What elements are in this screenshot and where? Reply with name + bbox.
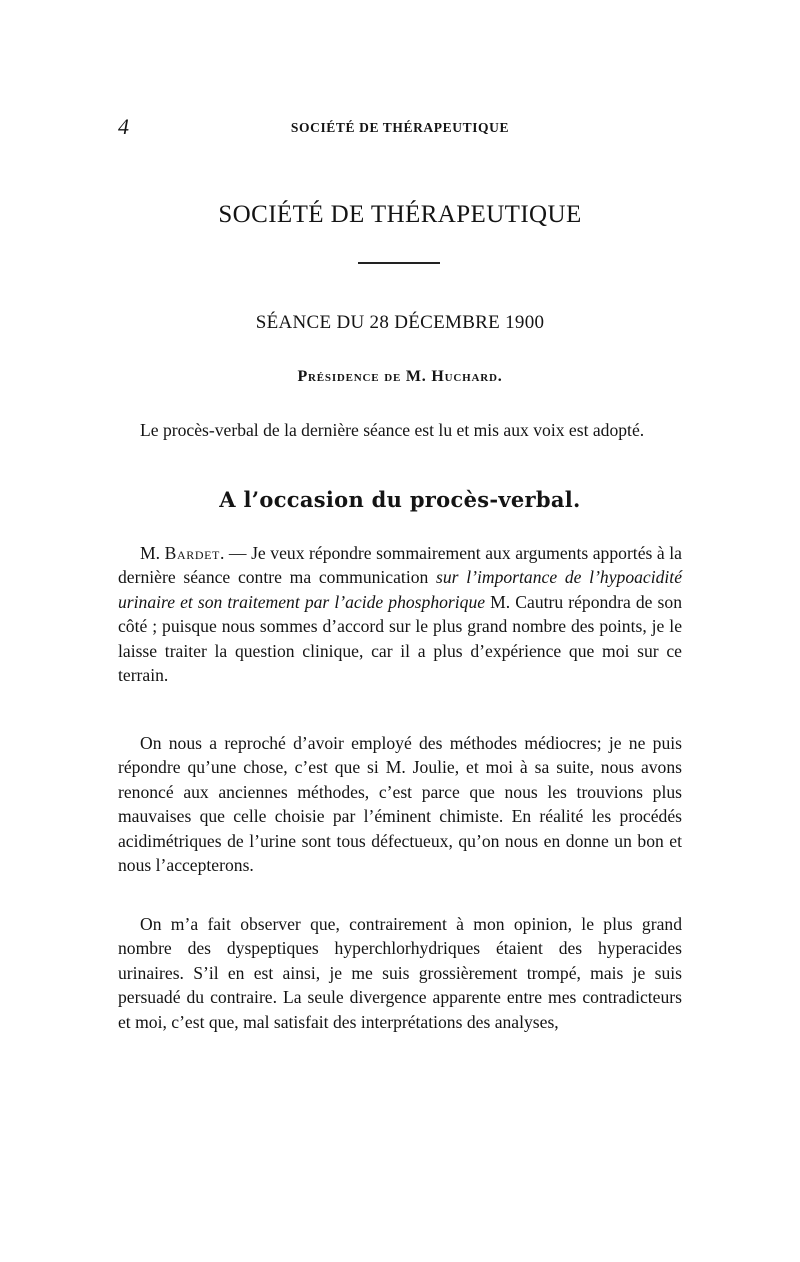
section-title: A l’occasion du procès-verbal. <box>219 487 581 512</box>
running-title: SOCIÉTÉ DE THÉRAPEUTIQUE <box>290 120 510 135</box>
paragraph-dyspeptics: On m’a fait observer que, contrairement à mon opinion, le plus grand nombre des dyspeptiques hyperchlorhydriques étaient des hyperacides urinaires. S’il en est ainsi, je me suis grossièrement trompé, mais je suis persuadé du contraire. La seule divergence apparente entre mes contradicteurs et moi, c’est que, mal satisfait des interprétations des analyses, <box>118 914 682 1032</box>
paragraph-lead: . — Je veux répondre sommairement aux arguments apportés à la dernière séance contre ma communication <box>118 543 682 588</box>
speaker-prefix: M. <box>140 543 165 563</box>
main-title: SOCIÉTÉ DE THÉRAPEUTIQUE <box>218 201 582 228</box>
paragraph-methods: On nous a reproché d’avoir employé des méthodes médiocres; je ne puis répondre qu’une chose, c’est que si M. Joulie, et moi à sa suite, nous avons renoncé aux anciennes méthodes, c’est parce que nous les trouvions plus mauvaises que celle choisie par l’éminent chimiste. En réalité les procédés acidimétriques de l’urine sont tous défectueux, qu’on nous en donne un bon et nous l’accepterons. <box>118 733 682 876</box>
communication-title: sur l’importance de l’hypoacidité urinaire et son traitement par l’acide phosphorique <box>118 567 682 612</box>
paragraph-rest: M. Cautru répondra de son côté ; puisque nous sommes d’accord sur le plus grand nombre des points, je le laisse traiter la question clinique, car il a plus d’expérience que moi sur ce terrain. <box>118 591 682 686</box>
presidency-line: Présidence de M. Huchard. <box>297 368 503 385</box>
paragraph-bardet <box>118 541 682 687</box>
title-divider <box>358 262 440 264</box>
speaker-name: Bardet <box>164 543 220 563</box>
intro-paragraph: Le procès-verbal de la dernière séance est lu et mis aux voix est adopté. <box>140 420 645 440</box>
running-head <box>118 116 682 138</box>
session-date: SÉANCE DU 28 DÉCEMBRE 1900 <box>255 312 545 333</box>
page-number: 4 <box>118 114 129 139</box>
